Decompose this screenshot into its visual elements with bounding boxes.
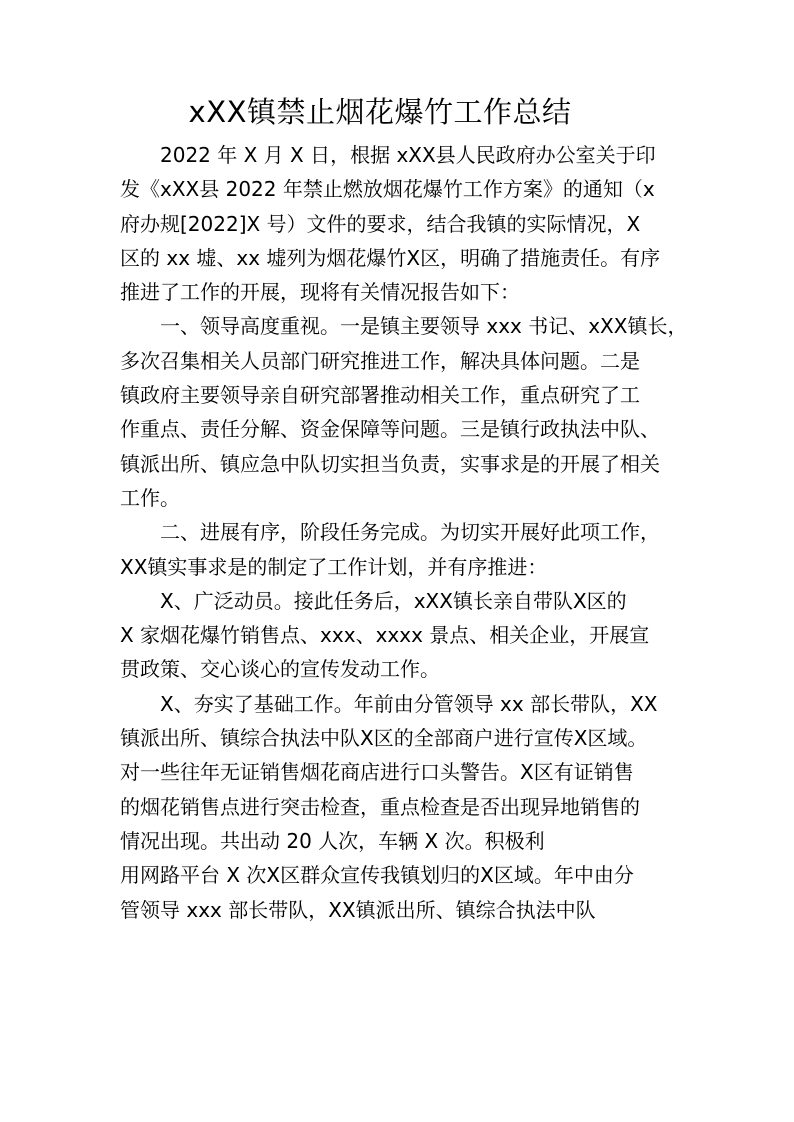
paragraph-line: 镇派出所、镇综合执法中队X区的全部商户进行宣传X区域。 bbox=[120, 726, 648, 751]
paragraph-line: X 家烟花爆竹销售点、xxx、xxxx 景点、相关企业，开展宣 bbox=[120, 623, 650, 648]
paragraph-line: 工作。 bbox=[120, 485, 180, 510]
paragraph-line: 推进了工作的开展，现将有关情况报告如下： bbox=[120, 280, 520, 305]
paragraph-line: 二、进展有序，阶段任务完成。为切实开展好此项工作， bbox=[160, 520, 660, 545]
paragraph-line: XX镇实事求是的制定了工作计划，并有序推进： bbox=[120, 554, 548, 579]
paragraph-line: 的烟花销售点进行突击检查，重点检查是否出现异地销售的 bbox=[120, 794, 640, 819]
paragraph-line: 一、领导高度重视。一是镇主要领导 xxx 书记、xXX镇长， bbox=[160, 314, 688, 339]
paragraph-line: 区的 xx 墟、xx 墟列为烟花爆竹X区，明确了措施责任。有序 bbox=[120, 245, 661, 270]
paragraph-line: 对一些往年无证销售烟花商店进行口头警告。X区有证销售 bbox=[120, 760, 634, 785]
paragraph-line: 管领导 xxx 部长带队，XX镇派出所、镇综合执法中队 bbox=[120, 897, 596, 922]
paragraph-line: 作重点、责任分解、资金保障等问题。三是镇行政执法中队、 bbox=[120, 417, 660, 442]
paragraph-line: 发《xXX县 2022 年禁止燃放烟花爆竹工作方案》的通知（x bbox=[120, 177, 655, 202]
paragraph-line: X、广泛动员。接此任务后，xXX镇长亲自带队X区的 bbox=[160, 588, 627, 613]
paragraph-line: 多次召集相关人员部门研究推进工作，解决具体问题。二是 bbox=[120, 348, 640, 373]
document-body bbox=[120, 138, 688, 927]
document-title: xXX镇禁止烟花爆竹工作总结 bbox=[188, 95, 572, 129]
paragraph-line: 府办规[2022]X 号）文件的要求，结合我镇的实际情况，X bbox=[120, 211, 641, 236]
paragraph-line: 用网路平台 X 次X区群众宣传我镇划归的X区域。年中由分 bbox=[120, 863, 634, 888]
paragraph-line: 2022 年 X 月 X 日，根据 xXX县人民政府办公室关于印 bbox=[160, 143, 656, 167]
paragraph-line: 镇派出所、镇应急中队切实担当负责，实事求是的开展了相关 bbox=[120, 451, 660, 476]
paragraph-line: 镇政府主要领导亲自研究部署推动相关工作，重点研究了工 bbox=[120, 383, 640, 408]
paragraph-line: 情况出现。共出动 20 人次，车辆 X 次。积极利 bbox=[120, 828, 545, 853]
paragraph-line: 贯政策、交心谈心的宣传发动工作。 bbox=[120, 657, 440, 682]
paragraph-line: X、夯实了基础工作。年前由分管领导 xx 部长带队，XX bbox=[160, 691, 658, 716]
